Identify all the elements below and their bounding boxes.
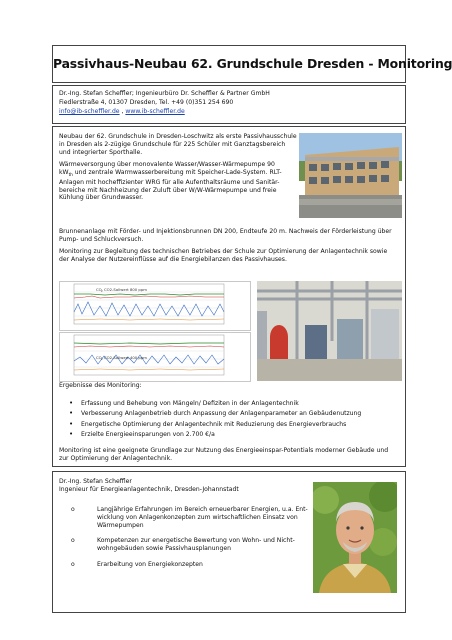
svg-text:2: 2 <box>101 358 103 361</box>
svg-text:CO: CO <box>96 287 102 292</box>
qualification-line: wohngebäuden sowie Passivhausplanungen <box>97 545 231 553</box>
monitoring-line: der Analyse der Nutzereinflüsse auf die Energiebilanzen des Passivhauses. <box>59 255 287 263</box>
qualification-item <box>59 537 308 553</box>
qualification-line: Kompetenzen zur energetische Bewertung von Wohn- und Nicht- <box>97 537 295 545</box>
email-link[interactable]: info@ib-scheffler.de <box>59 108 120 115</box>
monitoring-paragraph <box>59 248 387 264</box>
qualifications-list <box>59 506 308 569</box>
co2-chart-bottom <box>59 332 251 382</box>
school-building-photo <box>299 133 402 218</box>
list-marker: o <box>71 560 75 568</box>
well-paragraph <box>59 228 392 244</box>
technical-room-photo <box>257 281 402 381</box>
qualification-line: Langjährige Erfahrungen im Bereich erneuerbarer Energien, u.a. Ent- <box>97 506 308 513</box>
person-box <box>52 471 406 613</box>
qualification-line: Wärmepumpen <box>97 521 144 529</box>
heating-line: Wärmeversorgung über monovalente Wasser/Wasser-Wärmepumpe 90 <box>59 161 275 168</box>
intro-paragraph <box>59 133 297 156</box>
chart-top-label: CO2-Sollwert 800 ppm <box>104 287 147 292</box>
list-marker: o <box>71 537 75 545</box>
page-title: Passivhaus-Neubau 62. Grundschule Dresden - Monitoring <box>53 56 452 71</box>
list-marker: o <box>71 506 75 513</box>
results-item: • Energetische Optimierung der Anlagentechnik mit Reduzierung des Energieverbrauchs <box>59 421 361 429</box>
svg-text:2: 2 <box>101 290 103 293</box>
heating-line: $kW_{th}$ und zentrale Warmwasserbereitung mit Speicher-Lade-System. RLT- <box>59 168 282 178</box>
contact-line-1: Dr.-Ing. Stefan Scheffler; Ingenieurbüro Dr. Scheffler & Partner GmbH <box>59 90 270 97</box>
qualification-item <box>59 561 308 569</box>
heating-line: Anlagen mit hocheffizienter WRG für alle Aufenthaltsräume und Sanitär- <box>59 178 280 186</box>
heating-paragraph <box>59 161 282 202</box>
qualification-line: Erarbeitung von Energiekonzepten <box>97 560 203 568</box>
website-link[interactable]: www.ib-scheffler.de <box>125 108 185 115</box>
conclusion-line: zur Optimierung der Anlagentechnik. <box>59 454 173 462</box>
monitoring-line: Monitoring zur Begleitung des technischen Betriebes der Schule zur Optimierung der Anlagentechnik sowie <box>59 248 388 255</box>
svg-text:CO: CO <box>96 355 102 360</box>
intro-line: und integrierter Sporthalle. <box>59 148 143 156</box>
results-item: • Verbesserung Anlagenbetrieb durch Anpassung der Anlagenparameter an Gebäudenutzung <box>59 410 361 418</box>
results-item: • Erzielte Energieeinsparungen von 2.700 €/a <box>59 431 361 439</box>
intro-line: Neubau der 62. Grundschule in Dresden-Loschwitz als erste Passivhausschule <box>59 133 297 140</box>
person-role: Ingenieur für Energieanlagentechnik, Dresden-Johannstadt <box>59 486 239 493</box>
link-separator: , <box>119 108 126 115</box>
contact-box <box>52 85 406 124</box>
title-box <box>52 45 452 83</box>
qualification-line: wicklung von Anlagenkonzepten zum wirtschaftlichen Einsatz von <box>97 513 298 521</box>
portrait-photo <box>313 482 397 593</box>
conclusion-line: Monitoring ist eine geeignete Grundlage zur Nutzung des Energieeinspar-Potentials moderner Gebäude und <box>59 447 389 454</box>
well-line: Pump- und Schluckversuch. <box>59 235 144 243</box>
heating-line: Kühlung über Grundwasser. <box>59 194 144 202</box>
contact-line-2: Fiedlerstraße 4, 01307 Dresden, Tel. +49 (0)351 254 690 <box>59 99 234 106</box>
contact-links <box>59 108 185 116</box>
co2-chart-top <box>59 281 251 331</box>
qualification-item <box>59 506 308 529</box>
results-heading: Ergebnisse des Monitoring: <box>59 382 142 389</box>
chart-bottom-label: CO2-Sollwert 400 ppm <box>104 355 147 360</box>
project-box <box>52 126 406 467</box>
well-line: Brunnenanlage mit Förder- und Injektionsbrunnen DN 200, Endteufe 20 m. Nachweis der Förderleistung über <box>59 228 392 235</box>
heating-line: bereiche mit Nachheizung der Zuluft über W/W-Wärmepumpe und freie <box>59 186 277 194</box>
conclusion-paragraph <box>59 447 388 463</box>
intro-line: in Dresden als 2-zügige Grundschule für 225 Schüler mit Ganztagsbereich <box>59 140 286 148</box>
results-list <box>59 400 361 439</box>
results-item: • Erfassung und Behebung von Mängeln/ Defiziten in der Anlagentechnik <box>59 400 361 408</box>
person-name: Dr.-Ing. Stefan Scheffler <box>59 478 132 485</box>
